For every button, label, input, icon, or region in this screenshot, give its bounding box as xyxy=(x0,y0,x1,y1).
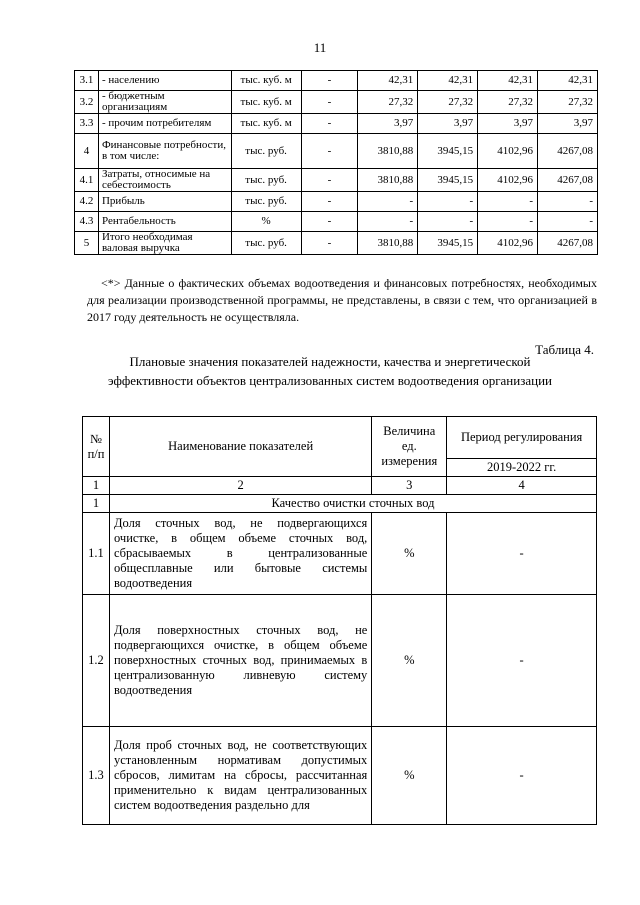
row-num: 3.1 xyxy=(75,71,99,91)
table-title xyxy=(60,352,600,390)
row-value-2019: - xyxy=(358,212,418,232)
row-unit: % xyxy=(372,727,447,825)
row-value-2019: 3810,88 xyxy=(358,169,418,192)
row-value-2022: 4267,08 xyxy=(538,134,598,169)
colnum-3: 3 xyxy=(372,477,447,495)
row-text: Доля сточных вод, не подвергающихся очистке, в общем объеме сточных вод, сбрасываемых в централизованные общесплавные или бытовые системы водоотведения xyxy=(109,513,371,595)
row-value-2020: 3,97 xyxy=(418,114,478,134)
row-num: 3.3 xyxy=(75,114,99,134)
table-row xyxy=(75,212,598,232)
row-value-2022: 3,97 xyxy=(538,114,598,134)
table-row xyxy=(75,71,598,91)
row-base-value: - xyxy=(301,114,358,134)
table-row xyxy=(75,91,598,114)
row-value: - xyxy=(447,595,597,727)
section-title: Качество очистки сточных вод xyxy=(109,495,596,513)
row-value-2022: 27,32 xyxy=(538,91,598,114)
row-value-2021: 42,31 xyxy=(478,71,538,91)
row-num: 5 xyxy=(75,232,99,255)
row-unit: % xyxy=(372,513,447,595)
row-unit: тыс. куб. м xyxy=(231,91,301,114)
row-value-2021: 4102,96 xyxy=(478,169,538,192)
row-num: 1.2 xyxy=(83,595,110,727)
header-unit: Величина ед. измерения xyxy=(372,417,447,477)
table-row xyxy=(75,134,598,169)
row-name: Затраты, относимые на себестоимость xyxy=(98,169,231,192)
table-row xyxy=(75,192,598,212)
row-value-2019: 3,97 xyxy=(358,114,418,134)
row-value: - xyxy=(447,727,597,825)
row-base-value: - xyxy=(301,212,358,232)
row-value-2019: 27,32 xyxy=(358,91,418,114)
row-unit: % xyxy=(231,212,301,232)
row-value-2022: 4267,08 xyxy=(538,169,598,192)
row-value-2021: 27,32 xyxy=(478,91,538,114)
row-num: 4.1 xyxy=(75,169,99,192)
row-num: 4.2 xyxy=(75,192,99,212)
page-number: 11 xyxy=(313,40,327,55)
row-value-2021: 4102,96 xyxy=(478,134,538,169)
row-base-value: - xyxy=(301,192,358,212)
row-value-2021: - xyxy=(478,212,538,232)
table-row xyxy=(75,114,598,134)
row-value-2021: - xyxy=(478,192,538,212)
row-base-value: - xyxy=(301,232,358,255)
colnum-2: 2 xyxy=(109,477,371,495)
header-name: Наименование показателей xyxy=(109,417,371,477)
colnum-4: 4 xyxy=(447,477,597,495)
row-unit: тыс. руб. xyxy=(231,192,301,212)
production-indicators-table xyxy=(74,70,598,255)
header-period: Период регулирования xyxy=(447,417,597,459)
row-value: - xyxy=(447,513,597,595)
header-num: № п/п xyxy=(83,417,110,477)
row-name: Финансовые потребности, в том числе: xyxy=(98,134,231,169)
row-value-2019: 3810,88 xyxy=(358,134,418,169)
table-title-line-1: Плановые значения показателей надежности, качества и энергетической xyxy=(129,354,531,369)
row-unit: тыс. руб. xyxy=(231,134,301,169)
table-row xyxy=(75,169,598,192)
row-text: Доля проб сточных вод, не соответствующих установленным нормативам допустимых сбросов, лимитам на сбросы, рассчитанная применительно к видам централизованных систем водоотведения раздельно для xyxy=(109,727,371,825)
row-num: 4.3 xyxy=(75,212,99,232)
row-name: Прибыль xyxy=(98,192,231,212)
header-years: 2019-2022 гг. xyxy=(447,459,597,477)
row-value-2020: 42,31 xyxy=(418,71,478,91)
reliability-indicators-table xyxy=(82,416,597,825)
table-title-line-2: эффективности объектов централизованных систем водоотведения организации xyxy=(108,373,552,388)
row-num: 3.2 xyxy=(75,91,99,114)
row-unit: тыс. руб. xyxy=(231,232,301,255)
row-name: - бюджетным организациям xyxy=(98,91,231,114)
row-value-2020: 3945,15 xyxy=(418,232,478,255)
row-base-value: - xyxy=(301,169,358,192)
row-base-value: - xyxy=(301,134,358,169)
row-unit: тыс. руб. xyxy=(231,169,301,192)
row-text: Доля поверхностных сточных вод, не подвергающихся очистке, в общем объеме поверхностных сточных вод, принимаемых в централизованную ливневую систему водоотведения xyxy=(109,595,371,727)
row-unit: % xyxy=(372,595,447,727)
footnote: <*> Данные о фактических объемах водоотведения и финансовых потребностях, необходимых для реализации производственной программы, не представлены, в связи с тем, что организацией в 2017 году деятельность не осуществляла. xyxy=(87,276,597,324)
row-value-2020: 27,32 xyxy=(418,91,478,114)
row-value-2020: - xyxy=(418,212,478,232)
row-value-2022: - xyxy=(538,192,598,212)
row-name: Рентабельность xyxy=(98,212,231,232)
row-value-2020: - xyxy=(418,192,478,212)
row-num: 4 xyxy=(75,134,99,169)
row-base-value: - xyxy=(301,91,358,114)
section-num: 1 xyxy=(83,495,110,513)
row-name: - населению xyxy=(98,71,231,91)
table-caption: Таблица 4. xyxy=(535,342,594,357)
row-unit: тыс. куб. м xyxy=(231,71,301,91)
row-unit: тыс. куб. м xyxy=(231,114,301,134)
row-value-2019: 42,31 xyxy=(358,71,418,91)
row-num: 1.3 xyxy=(83,727,110,825)
row-value-2021: 4102,96 xyxy=(478,232,538,255)
row-value-2022: 42,31 xyxy=(538,71,598,91)
row-name: - прочим потребителям xyxy=(98,114,231,134)
row-value-2020: 3945,15 xyxy=(418,134,478,169)
row-base-value: - xyxy=(301,71,358,91)
row-value-2021: 3,97 xyxy=(478,114,538,134)
row-value-2022: - xyxy=(538,212,598,232)
row-name: Итого необходимая валовая выручка xyxy=(98,232,231,255)
row-value-2019: 3810,88 xyxy=(358,232,418,255)
row-value-2020: 3945,15 xyxy=(418,169,478,192)
colnum-1: 1 xyxy=(83,477,110,495)
row-value-2019: - xyxy=(358,192,418,212)
table-row xyxy=(75,232,598,255)
row-value-2022: 4267,08 xyxy=(538,232,598,255)
row-num: 1.1 xyxy=(83,513,110,595)
